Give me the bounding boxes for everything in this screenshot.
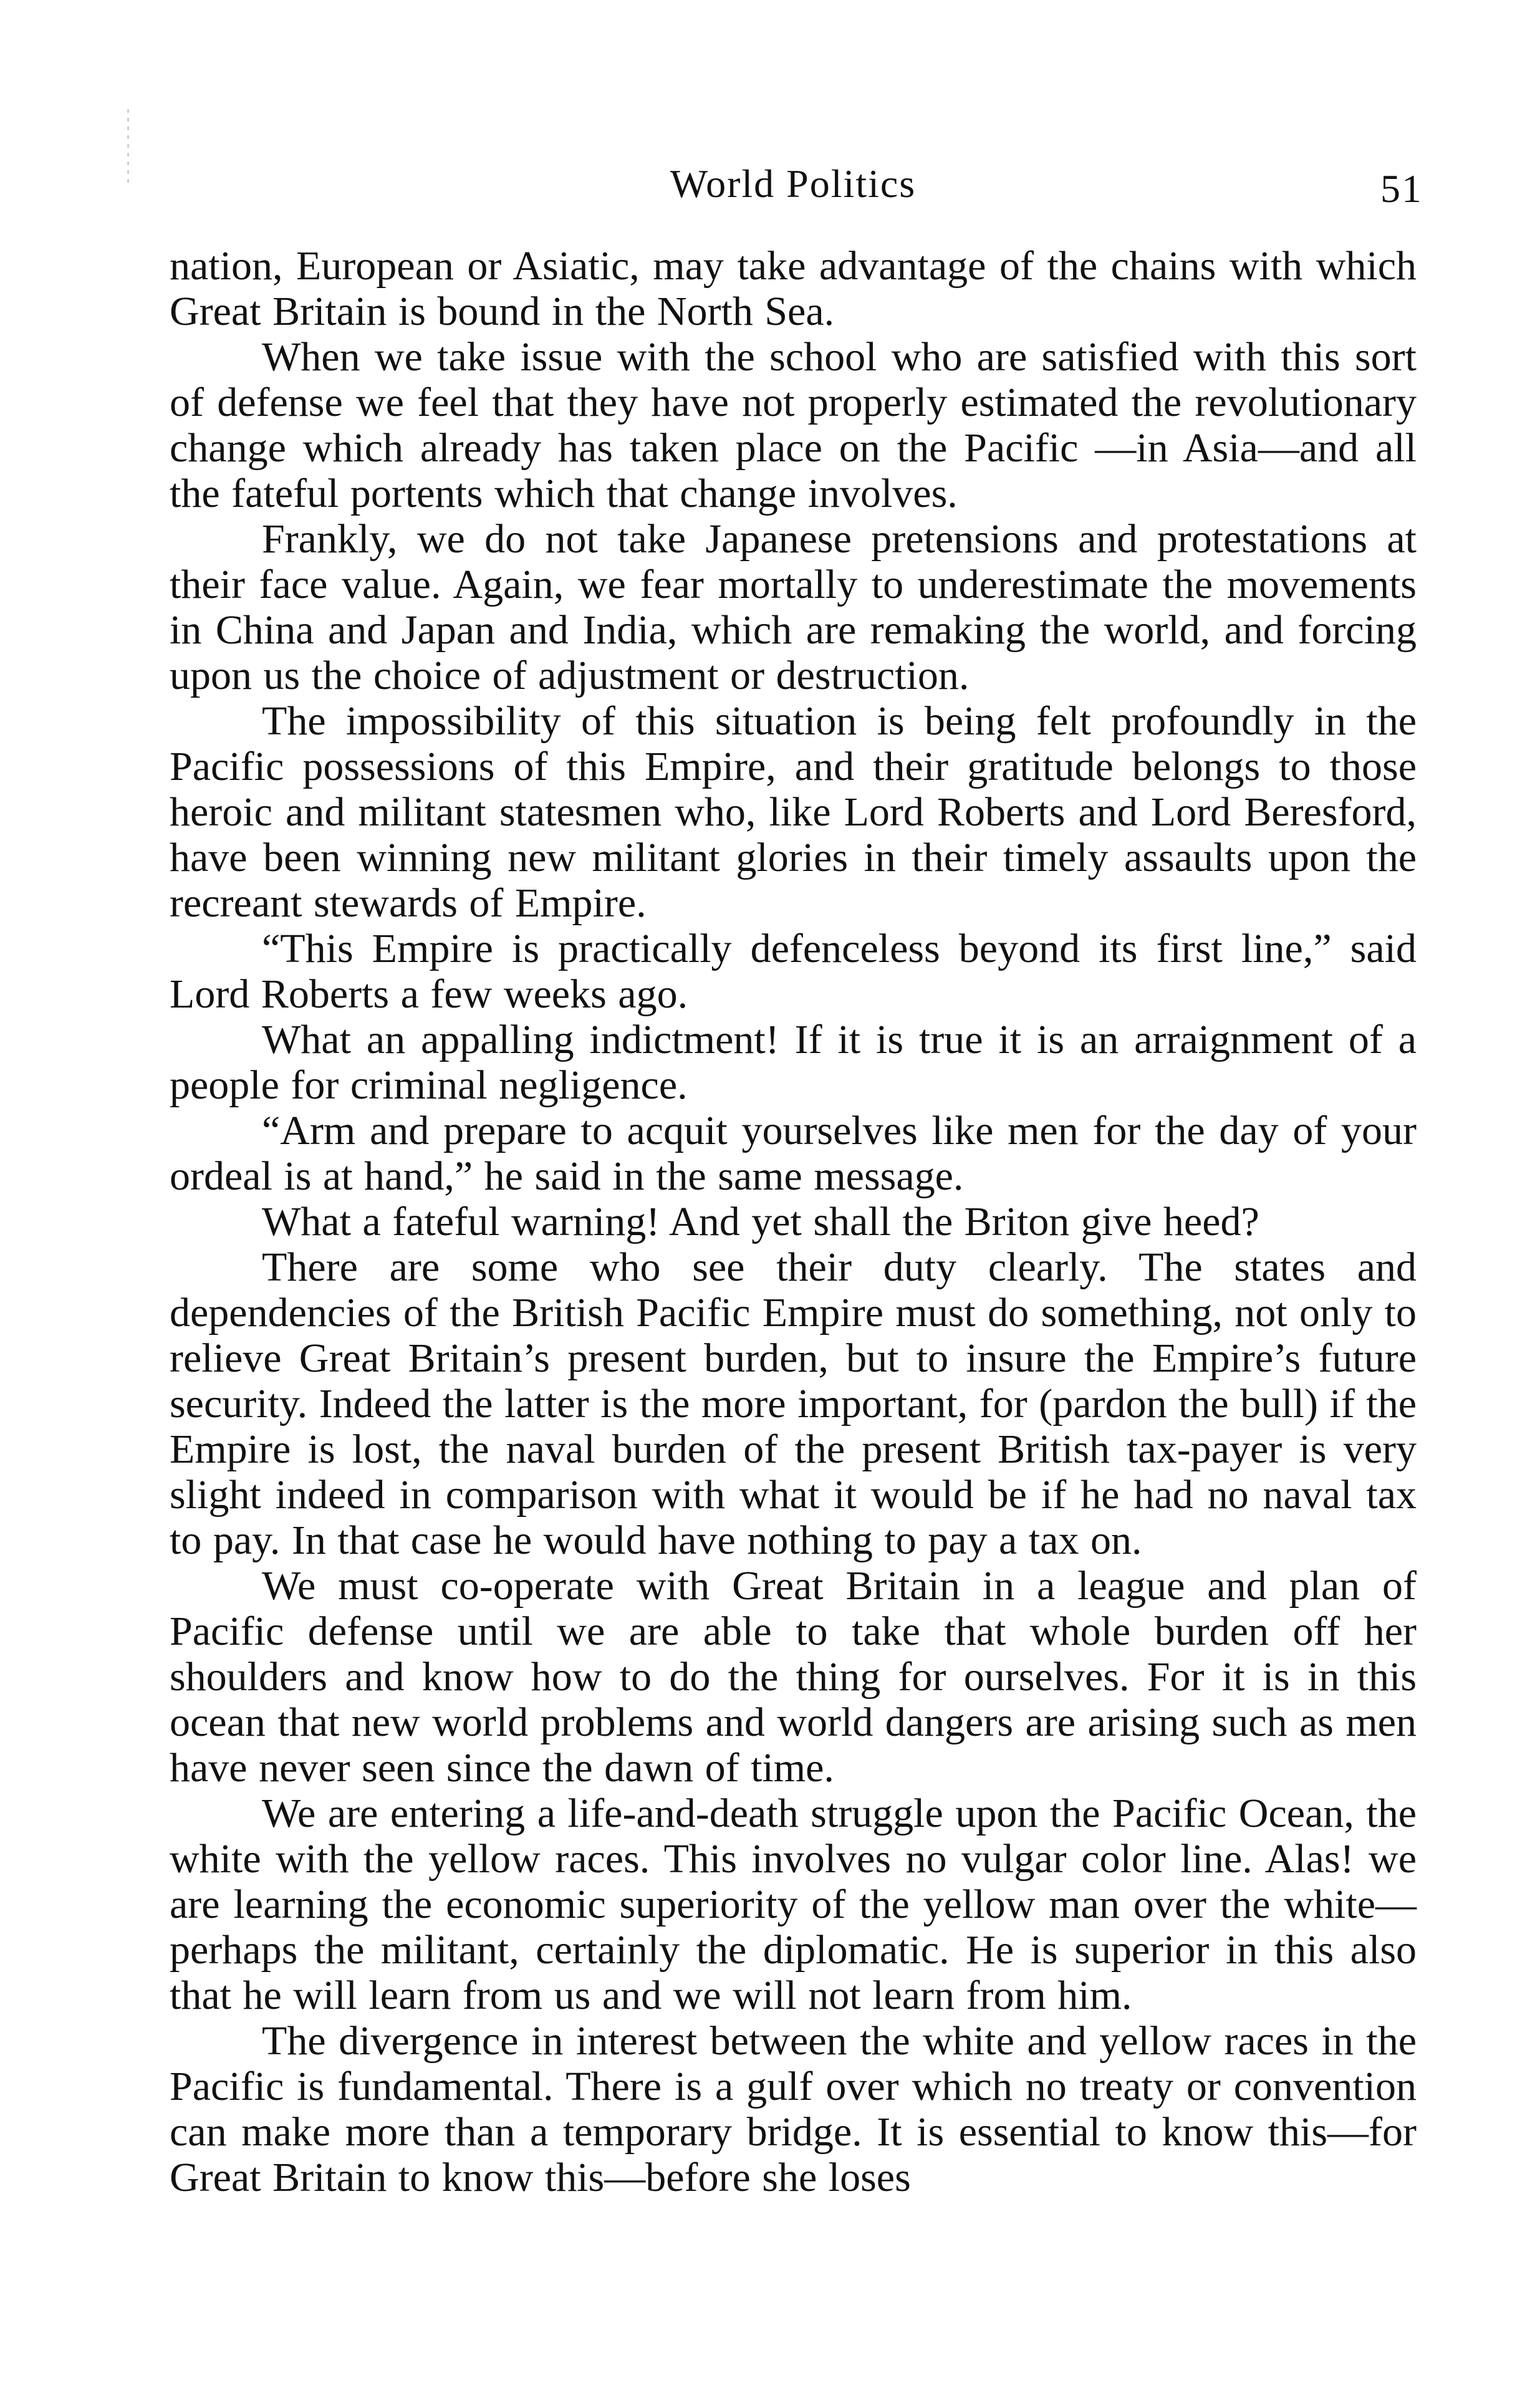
paragraph: We are entering a life-and-death struggle upon the Pacific Ocean, the white with the yellow races. This involves no vulgar color line. Alas! we are learning the economic superiority of the yellow man over the white—perhaps the militant, certainly the diplomatic. He is superior in this also that he will learn from us and we will not learn from him.: [170, 1791, 1417, 2018]
paragraph: What a fateful warning! And yet shall the Briton give heed?: [262, 1199, 1259, 1244]
paragraph: “This Empire is practically defenceless beyond its first line,” said Lord Roberts a few weeks ago.: [170, 926, 1417, 1017]
running-head: [170, 156, 1423, 218]
body-text: [170, 243, 1417, 2200]
paragraph: The impossibility of this situation is being felt profoundly in the Pacific possessions of this Empire, and their gratitude belongs to those heroic and militant statesmen who, like Lord Roberts and Lord Beresford, have been winning new militant glories in their timely assaults upon the recreant stewards of Empire.: [170, 698, 1417, 926]
running-title: World Politics: [670, 161, 917, 206]
page-number: 51: [1380, 166, 1423, 211]
paragraph: The divergence in interest between the white and yellow races in the Pacific is fundamental. There is a gulf over which no treaty or convention can make more than a temporary bridge. It is essential to know this—for Great Britain to know this—before she loses: [170, 2018, 1417, 2200]
paragraph: “Arm and prepare to acquit yourselves like men for the day of your ordeal is at hand,” he said in the same message.: [170, 1108, 1417, 1199]
paragraph: We must co-operate with Great Britain in a league and plan of Pacific defense until we are able to take that whole burden off her shoulders and know how to do the thing for ourselves. For it is in this ocean that new world problems and world dangers are arising such as men have never seen since the dawn of time.: [170, 1563, 1417, 1791]
paragraph: Frankly, we do not take Japanese pretensions and protestations at their face value. Again, we fear mortally to underestimate the movements in China and Japan and India, which are remaking the world, and forcing upon us the choice of adjustment or destruction.: [170, 516, 1417, 698]
paragraph: When we take issue with the school who are satisfied with this sort of defense we feel that they have not properly estimated the revolutionary change which already has taken place on the Pacific —in Asia—and all the fateful portents which that change involves.: [170, 334, 1417, 516]
paragraph: What an appalling indictment! If it is true it is an arraignment of a people for criminal negligence.: [170, 1017, 1417, 1108]
margin-mark: [127, 109, 129, 184]
paragraph: There are some who see their duty clearly. The states and dependencies of the British Pacific Empire must do something, not only to relieve Great Britain’s present burden, but to insure the Empire’s future security. Indeed the latter is the more important, for (pardon the bull) if the Empire is lost, the naval burden of the present British tax-payer is very slight indeed in comparison with what it would be if he had no naval tax to pay. In that case he would have nothing to pay a tax on.: [170, 1244, 1417, 1563]
paragraph: nation, European or Asiatic, may take advantage of the chains with which Great Britain is bound in the North Sea.: [170, 243, 1417, 334]
